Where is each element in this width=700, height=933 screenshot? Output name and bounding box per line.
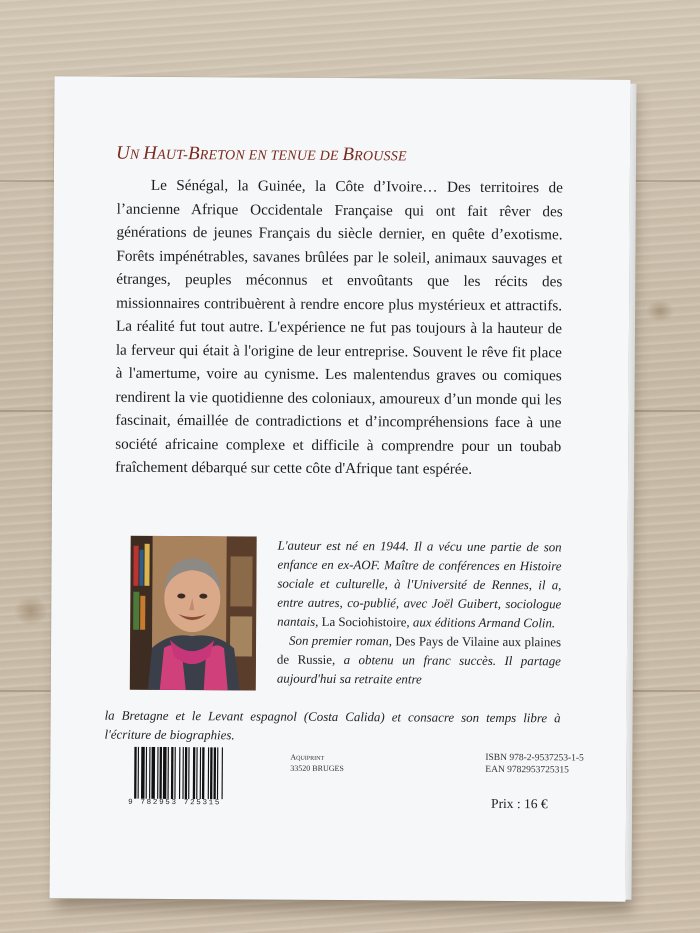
isbn-block — [485, 752, 584, 777]
bio-text: , aux éditions Armand Colin. — [406, 615, 556, 631]
bio-text: , a obtenu un franc succès. Il partage aujourd'hui sa retraite entre — [276, 652, 561, 687]
title-smallcaps: AUT- — [157, 147, 189, 164]
book-back-cover — [49, 76, 630, 902]
barcode — [132, 747, 256, 800]
bio-text: L'auteur est né en 1944. Il a vécu une partie de son enfance en ex-AOF. Maître de conférences en Histoire sociale et culturelle, à l'Université de Rennes, il a, entre autres, co-publié, avec Joël Guibert, sociologue nantais, — [277, 538, 562, 629]
author-bio — [277, 537, 562, 691]
bio-book-title: La Sociohistoire — [321, 614, 407, 630]
title-smallcaps: N — [129, 147, 144, 163]
bio-text: Son premier roman, — [289, 633, 396, 649]
book-page-edge — [625, 84, 636, 900]
printer-info — [290, 752, 344, 774]
title-initial: U — [115, 142, 131, 164]
title-initial: B — [187, 143, 200, 165]
wood-knot — [646, 300, 674, 322]
book-blurb: Le Sénégal, la Guinée, la Côte d’Ivoire… Des territoires de l’ancienne Afrique Occidentale Française qui ont fait rêver des générations de jeunes Français du siècle dernier, en quête d’exotisme. Forêts impénétrables, savanes brûlées par le soleil, animaux sauvages et étranges, peuples méconnus et envoûtants que les récits des missionnaires contribuèrent à rendre encore plus mystérieux et attractifs. La réalité fut tout autre. L'expérience ne fut pas toujours à la hauteur de la ferveur qui était à l'origine de leur entreprise. Souvent le rêve fit place à l'amertume, voire au cynisme. Les malentendus graves ou comiques rendirent la vie quotidienne des coloniaux, amoureux d’un monde qui les fascinait, émaillée de contradictions et d’incompréhensions face à une société africaine complexe et difficile à comprendre pour un toubab fraîchement débarqué sur cette côte d'Afrique tant espérée. — [115, 176, 563, 478]
title-initial: H — [143, 142, 158, 164]
title-smallcaps: ROUSSE — [354, 149, 407, 165]
wood-knot — [14, 596, 48, 626]
printer-city: 33520 BRUGES — [290, 763, 344, 774]
barcode-digits: 9 782953 725315 — [128, 798, 222, 808]
book-title — [116, 143, 407, 167]
printer-name: Aquiprint — [290, 752, 325, 762]
title-smallcaps: RETON EN TENUE DE — [199, 148, 343, 165]
bio-book-title: Des Pays de Vilaine aux plaines de Russie — [276, 634, 562, 667]
title-initial: B — [342, 144, 355, 166]
price-label: Prix : 16 € — [491, 795, 548, 812]
author-photo — [130, 536, 257, 691]
author-bio-continued: la Bretagne et le Levant espagnol (Costa Calida) et consacre son temps libre à l'écriture de biographies. — [104, 708, 561, 743]
ean-number: EAN 9782953725315 — [485, 764, 569, 776]
isbn-number: ISBN 978-2-9537253-1-5 — [485, 752, 584, 764]
